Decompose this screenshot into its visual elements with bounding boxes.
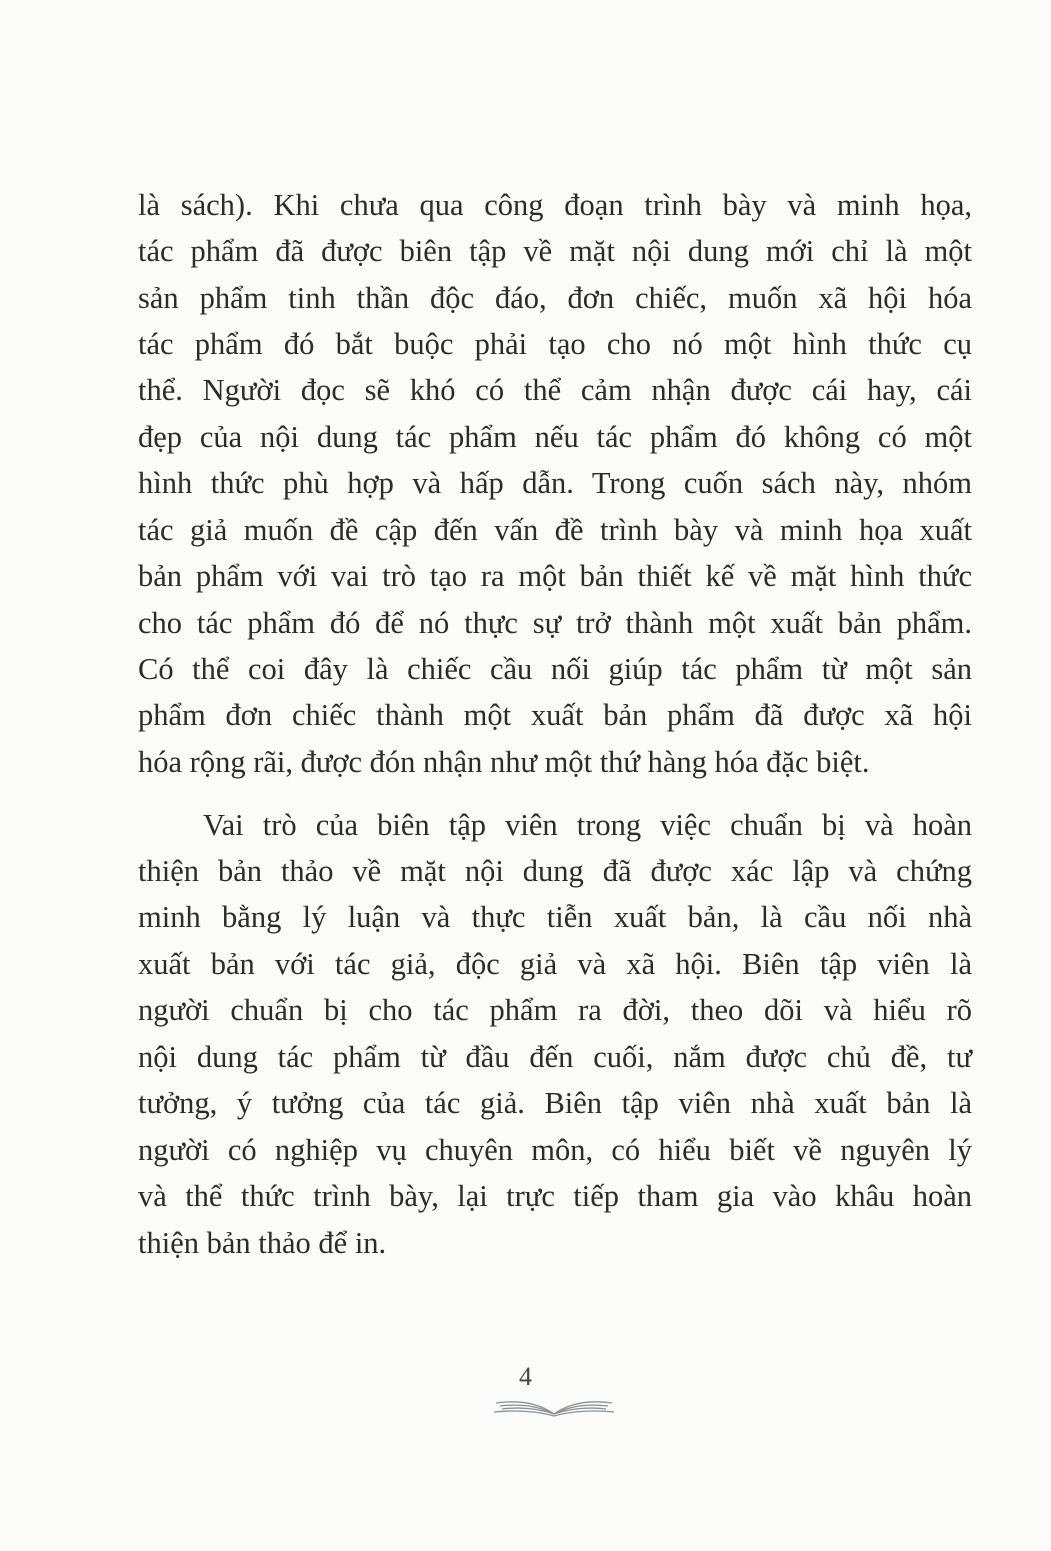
text-line: hóa rộng rãi, được đón nhận như một thứ hàng hóa đặc biệt. (138, 745, 870, 779)
text-line: Có thể coi đây là chiếc cầu nối giúp tác phẩm từ một sản (138, 652, 972, 686)
text-line: người có nghiệp vụ chuyên môn, có hiểu biết về nguyên lý (138, 1133, 972, 1167)
text-line: là sách). Khi chưa qua công đoạn trình bày và minh họa, (138, 188, 972, 222)
text-line: thể. Người đọc sẽ khó có thể cảm nhận được cái hay, cái (138, 373, 972, 407)
text-line: và thể thức trình bày, lại trực tiếp tham gia vào khâu hoàn (138, 1179, 972, 1213)
text-line: thiện bản thảo để in. (138, 1226, 387, 1260)
text-line: minh bằng lý luận và thực tiễn xuất bản, là cầu nối nhà (138, 900, 972, 934)
text-line: nội dung tác phẩm từ đầu đến cuối, nắm được chủ đề, tư (138, 1040, 972, 1074)
text-line: Vai trò của biên tập viên trong việc chuẩn bị và hoàn (203, 808, 972, 842)
text-line: tác giả muốn đề cập đến vấn đề trình bày và minh họa xuất (138, 513, 972, 547)
text-line: bản phẩm với vai trò tạo ra một bản thiết kế về mặt hình thức (138, 559, 972, 593)
text-line: thiện bản thảo về mặt nội dung đã được xác lập và chứng (138, 854, 972, 888)
text-line: tác phẩm đã được biên tập về mặt nội dung mới chỉ là một (138, 234, 972, 268)
open-book-icon (492, 1394, 616, 1418)
text-line: cho tác phẩm đó để nó thực sự trở thành một xuất bản phẩm. (138, 606, 972, 640)
text-line: người chuẩn bị cho tác phẩm ra đời, theo dõi và hiểu rõ (138, 993, 972, 1027)
text-line: tưởng, ý tưởng của tác giả. Biên tập viên nhà xuất bản là (138, 1086, 972, 1120)
text-line: phẩm đơn chiếc thành một xuất bản phẩm đã được xã hội (138, 698, 972, 732)
page-number: 4 (519, 1362, 532, 1391)
text-line: sản phẩm tinh thần độc đáo, đơn chiếc, muốn xã hội hóa (138, 281, 972, 315)
text-line: xuất bản với tác giả, độc giả và xã hội. Biên tập viên là (138, 947, 972, 981)
text-line: đẹp của nội dung tác phẩm nếu tác phẩm đó không có một (138, 420, 972, 454)
text-line: hình thức phù hợp và hấp dẫn. Trong cuốn sách này, nhóm (138, 466, 972, 500)
text-line: tác phẩm đó bắt buộc phải tạo cho nó một hình thức cụ (138, 327, 972, 361)
